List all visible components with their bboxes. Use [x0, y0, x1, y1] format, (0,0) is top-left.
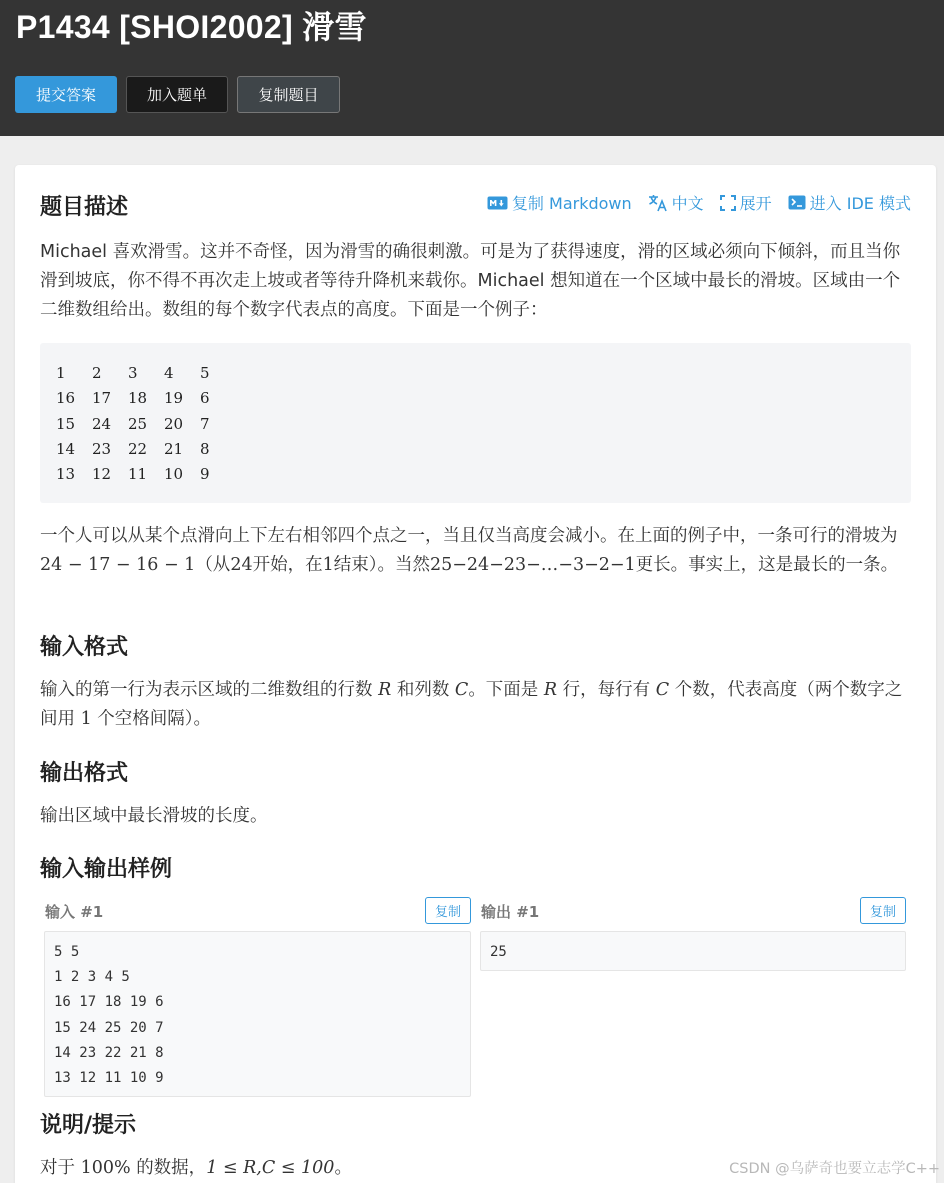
- submit-answer-button[interactable]: 提交答案: [15, 76, 117, 113]
- grid-cell: 7: [200, 414, 210, 433]
- grid-cell: 2: [92, 364, 102, 382]
- grid-cell: 8: [200, 439, 210, 458]
- copy-markdown-label: 复制 Markdown: [511, 194, 632, 213]
- copy-problem-button[interactable]: 复制题目: [237, 76, 340, 113]
- expand-icon: [720, 195, 736, 211]
- grid-row: [56, 412, 895, 437]
- hint-math: 100%: [80, 1158, 131, 1178]
- output-sample-label: 输出 #1: [481, 903, 540, 921]
- copy-input-button[interactable]: 复制: [425, 897, 471, 924]
- samples-heading: 输入输出样例: [40, 857, 173, 882]
- grid-cell: 15: [56, 414, 76, 433]
- grid-row: [56, 437, 895, 462]
- grid-cell: 21: [164, 439, 184, 458]
- description-paragraph-1: Michael 喜欢滑雪。这并不奇怪，因为滑雪的确很刺激。可是为了获得速度，滑的区域必须向下倾斜，而且当你滑到坡底，你不得不再次走上坡或者等待升降机来载你。Michael 想知道在一个区域中最长的滑坡。区域由一个二维数组给出。数组的每个数字代表点的高度。下面是一个例子：: [40, 242, 901, 320]
- terminal-icon: [788, 195, 806, 210]
- output-format-heading: 输出格式: [40, 761, 129, 786]
- grid-cell: 19: [164, 389, 184, 408]
- para2-text: 一个人可以从某个点滑向上下左右相邻四个点之一，当且仅当高度会减小。在上面的例子中，一条可行的滑坡为: [40, 526, 898, 546]
- input-format-part: 。下面是: [468, 680, 539, 700]
- markdown-icon: [487, 196, 508, 210]
- expand-button[interactable]: [720, 191, 772, 214]
- ide-mode-label: 进入 IDE 模式: [809, 194, 911, 213]
- translate-icon: [648, 194, 668, 212]
- input-format-math: R: [378, 680, 392, 700]
- grid-cell: 20: [164, 414, 184, 433]
- input-format-part: 个数，代表高度（两个数字之间用: [40, 680, 903, 729]
- language-label: 中文: [671, 194, 704, 213]
- hint-part: 对于: [40, 1158, 75, 1178]
- input-format-math: 1: [80, 709, 92, 729]
- grid-row: [56, 462, 895, 487]
- grid-cell: 4: [164, 364, 174, 382]
- input-format-heading: 输入格式: [40, 635, 129, 660]
- expand-label: 展开: [739, 194, 772, 213]
- description-heading: 题目描述: [40, 195, 129, 220]
- grid-cell: 23: [92, 439, 112, 458]
- grid-cell: 5: [200, 364, 210, 382]
- output-format-text: 输出区域中最长滑坡的长度。: [40, 806, 268, 826]
- grid-cell: 12: [92, 465, 112, 484]
- problem-toolbar: [487, 191, 911, 214]
- top-header: [0, 0, 944, 136]
- grid-row: [56, 361, 895, 386]
- grid-cell: 24: [92, 414, 112, 433]
- grid-row: [56, 386, 895, 411]
- grid-cell: 3: [128, 364, 138, 382]
- input-format-math: C: [655, 680, 670, 700]
- para2-math: 24 − 17 − 16 − 1: [40, 555, 196, 575]
- problem-title: P1434 [SHOI2002] 滑雪: [16, 9, 367, 45]
- grid-cell: 10: [164, 465, 184, 484]
- ide-mode-button[interactable]: [788, 191, 911, 214]
- csdn-watermark: CSDN @乌萨奇也要立志学C++: [729, 1161, 940, 1177]
- copy-output-button[interactable]: 复制: [860, 897, 906, 924]
- language-toggle[interactable]: [648, 191, 704, 214]
- input-format-part: 个空格间隔）。: [97, 709, 212, 729]
- example-grid: [40, 343, 911, 503]
- input-format-part: 输入的第一行为表示区域的二维数组的行数: [40, 680, 373, 700]
- para2-math: 24: [230, 555, 253, 575]
- description-paragraph-2: [40, 522, 915, 580]
- output-sample-box[interactable]: 25: [480, 931, 906, 971]
- para2-text: 结束）。当然: [333, 555, 430, 575]
- para2-math: 25−24−23−…−3−2−1: [429, 555, 636, 575]
- input-sample-label: 输入 #1: [45, 903, 104, 921]
- hint-math: 1 ≤ R,C ≤ 100: [206, 1158, 335, 1178]
- input-format-part: 和列数: [396, 680, 450, 700]
- hint-heading: 说明/提示: [40, 1113, 137, 1138]
- grid-cell: 11: [128, 465, 148, 484]
- para2-text: 开始，在: [252, 555, 323, 575]
- input-format-part: 行，每行有: [562, 680, 651, 700]
- input-format-math: C: [454, 680, 469, 700]
- grid-cell: 25: [128, 414, 148, 433]
- grid-cell: 13: [56, 465, 76, 484]
- grid-cell: 6: [200, 389, 210, 408]
- input-format-text: [40, 676, 915, 734]
- hint-part: 。: [334, 1158, 352, 1178]
- grid-cell: 18: [128, 389, 148, 408]
- grid-cell: 9: [200, 465, 210, 484]
- hint-part: 的数据，: [136, 1158, 207, 1178]
- input-format-math: R: [543, 680, 558, 700]
- grid-cell: 14: [56, 439, 76, 458]
- para2-text: 更长。事实上，这是最长的一条。: [635, 555, 899, 575]
- para2-text: （从: [195, 555, 231, 575]
- add-to-list-button[interactable]: 加入题单: [126, 76, 228, 113]
- copy-markdown-button[interactable]: [487, 191, 632, 214]
- grid-cell: 16: [56, 389, 76, 408]
- para2-math: 1: [322, 555, 334, 575]
- input-sample-box[interactable]: 5 5 1 2 3 4 5 16 17 18 19 6 15 24 25 20 7 14 23 22 21 8 13 12 11 10 9: [44, 931, 471, 1097]
- grid-cell: 22: [128, 439, 148, 458]
- grid-cell: 17: [92, 389, 112, 408]
- grid-cell: 1: [56, 364, 66, 382]
